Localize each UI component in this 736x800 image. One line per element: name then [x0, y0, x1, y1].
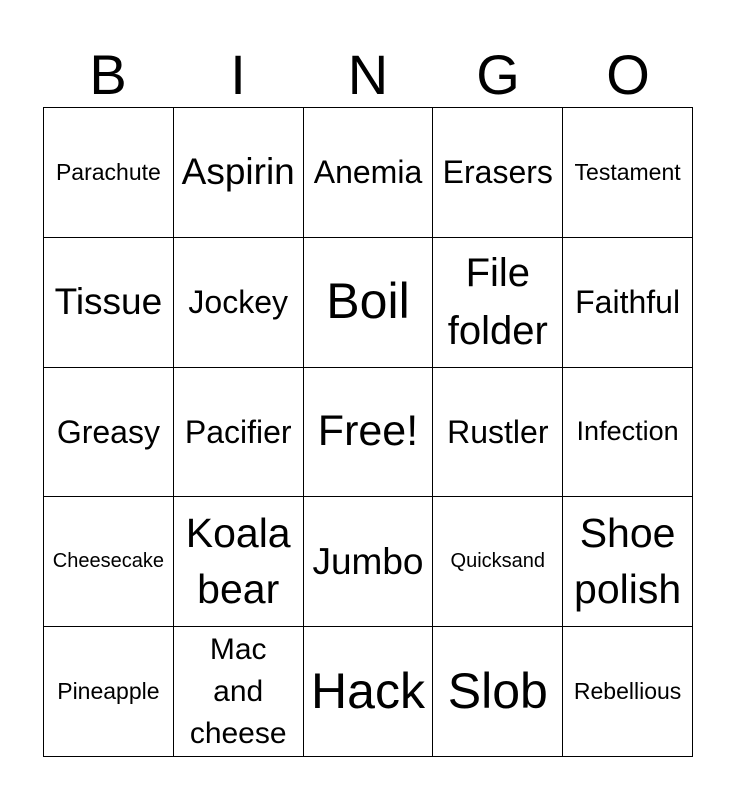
cell-label: Aspirin	[181, 151, 295, 193]
bingo-cell[interactable]	[44, 238, 174, 368]
bingo-cell[interactable]	[433, 368, 563, 498]
bingo-cell[interactable]	[174, 627, 304, 757]
cell-label: Koala bear	[185, 510, 291, 612]
cell-label: Anemia	[313, 154, 423, 190]
header-letter-b: B	[89, 43, 127, 106]
cell-label: Tissue	[54, 280, 163, 322]
bingo-cell[interactable]	[174, 108, 304, 238]
cell-label: Slob	[447, 662, 548, 719]
cell-label: Parachute	[55, 159, 161, 186]
cell-label: Jumbo	[312, 540, 424, 582]
cell-label: Rustler	[447, 413, 549, 450]
cell-label: Infection	[576, 416, 679, 447]
bingo-cell[interactable]	[563, 497, 693, 627]
cell-label: File folder	[447, 251, 548, 354]
bingo-cell[interactable]	[44, 108, 174, 238]
bingo-cell[interactable]	[304, 368, 434, 498]
bingo-cell[interactable]	[433, 497, 563, 627]
cell-label: Greasy	[56, 413, 160, 450]
bingo-cell[interactable]	[174, 368, 304, 498]
cell-label: Pineapple	[57, 678, 160, 705]
bingo-cell[interactable]	[304, 627, 434, 757]
bingo-cell[interactable]	[174, 238, 304, 368]
bingo-cell[interactable]	[304, 497, 434, 627]
bingo-cell[interactable]	[433, 108, 563, 238]
cell-label: Testament	[574, 159, 681, 186]
bingo-cell[interactable]	[44, 497, 174, 627]
cell-label: Rebellious	[573, 678, 682, 705]
cell-label: Pacifier	[184, 413, 292, 450]
cell-label: Cheesecake	[52, 550, 164, 573]
bingo-cell[interactable]	[563, 368, 693, 498]
cell-label: Quicksand	[450, 550, 546, 573]
cell-label: Boil	[326, 273, 410, 330]
bingo-cell[interactable]	[174, 497, 304, 627]
bingo-cell[interactable]	[304, 238, 434, 368]
bingo-cell[interactable]	[44, 368, 174, 498]
bingo-header	[43, 42, 693, 108]
bingo-cell[interactable]	[563, 238, 693, 368]
header-letter-g: G	[476, 43, 520, 106]
cell-label: Mac and cheese	[189, 632, 287, 750]
bingo-cell[interactable]	[433, 627, 563, 757]
bingo-board	[43, 107, 693, 757]
bingo-cell[interactable]	[563, 108, 693, 238]
bingo-cell[interactable]	[304, 108, 434, 238]
header-letter-n: N	[347, 43, 389, 106]
cell-label: Erasers	[442, 154, 553, 190]
cell-label: Jockey	[188, 283, 288, 320]
cell-label: Shoe polish	[574, 510, 682, 612]
bingo-cell[interactable]	[44, 627, 174, 757]
cell-label: Faithful	[575, 283, 681, 320]
bingo-cell[interactable]	[563, 627, 693, 757]
header-letter-o: O	[606, 43, 650, 106]
bingo-cell[interactable]	[433, 238, 563, 368]
cell-label: Hack	[311, 662, 425, 719]
cell-label: Free!	[317, 407, 419, 456]
header-letter-i: I	[230, 43, 246, 106]
